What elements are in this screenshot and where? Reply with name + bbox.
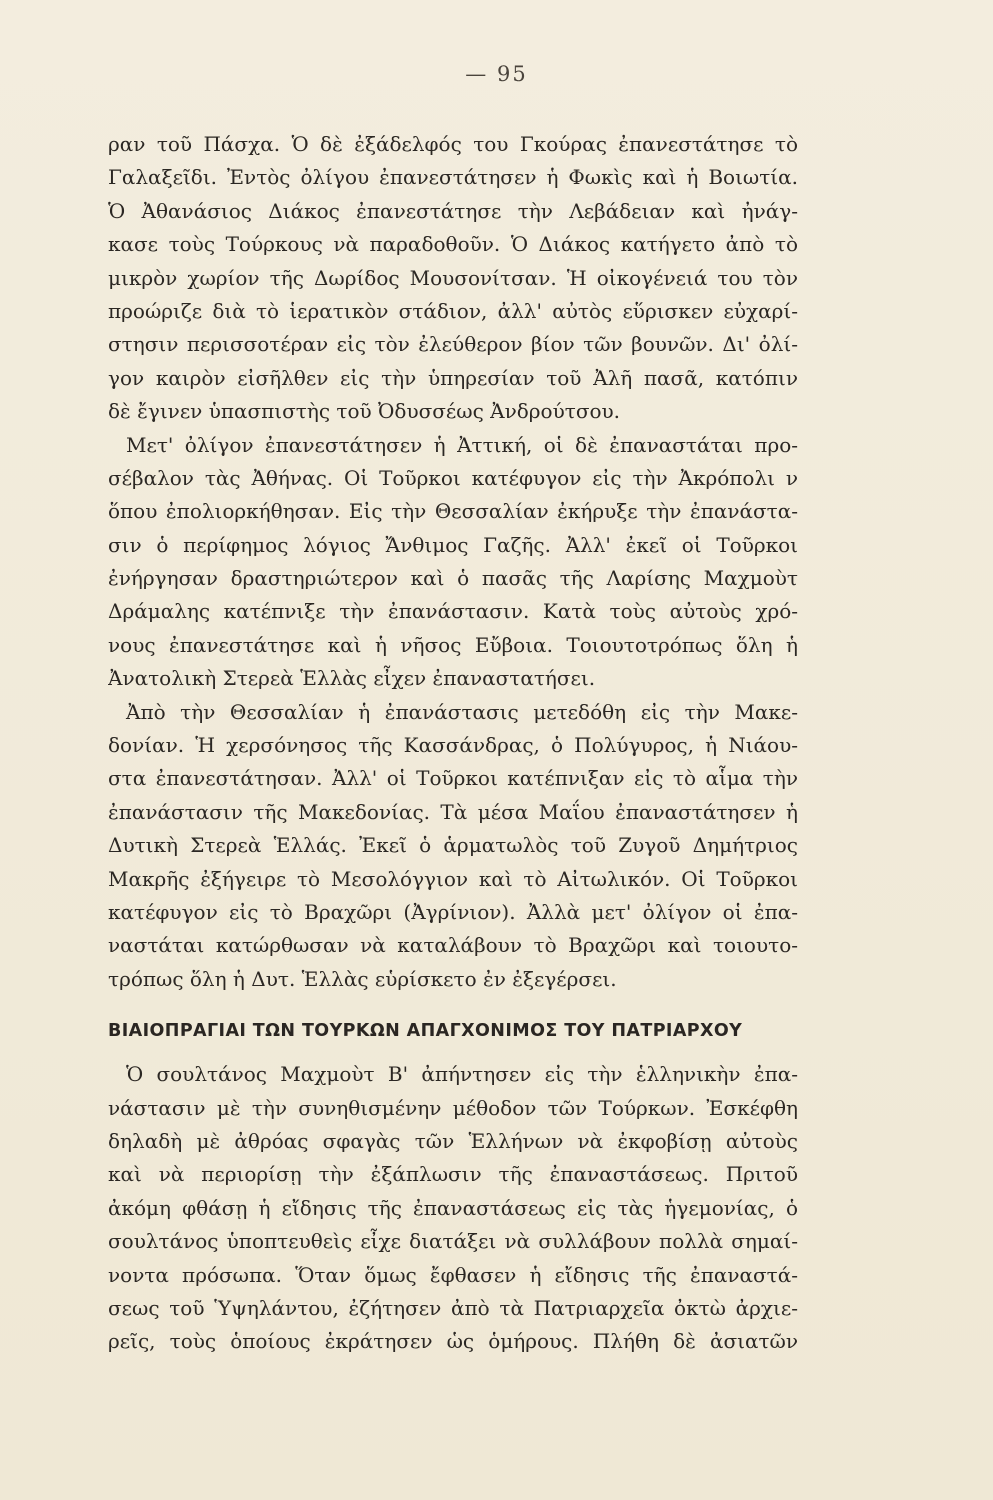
text-line: ραν τοῦ Πάσχα. Ὁ δὲ ἐξάδελφός του Γκούρας ἐπανεστάτησε τὸ (108, 132, 798, 156)
text-line: νάστασιν μὲ τὴν συνηθισμένην μέθοδον τῶν Τούρκων. Ἐσκέφθη (108, 1095, 798, 1120)
text-line: σεως τοῦ Ὑψηλάντου, ἐζήτησεν ἀπὸ τὰ Πατριαρχεῖα ὀκτὼ ἀρχιε- (108, 1295, 798, 1320)
text-line: σουλτάνος ὑποπτευθεὶς εἶχε διατάξει νὰ συλλάβουν πολλὰ σημαί- (108, 1229, 798, 1254)
text-line: νους ἐπανεστάτησε καὶ ἡ νῆσος Εὔβοια. Τοιουτοτρόπως ὅλη ἡ (108, 632, 798, 657)
text-line: ναστάται κατώρθωσαν νὰ καταλάβουν τὸ Βραχῶρι καὶ τοιουτο- (108, 933, 798, 958)
text-line: προώριζε διὰ τὸ ἱερατικὸν στάδιον, ἀλλ' αὐτὸς εὕρισκεν εὐχαρί- (108, 298, 798, 323)
text-line: γον καιρὸν εἰσῆλθεν εἰς τὴν ὑπηρεσίαν τοῦ Ἀλῆ πασᾶ, κατόπιν (108, 365, 798, 390)
text-line: νοντα πρόσωπα. Ὅταν ὅμως ἔφθασεν ἡ εἴδησις τῆς ἐπαναστά- (108, 1262, 798, 1287)
text-line: Ἀνατολικὴ Στερεὰ Ἑλλὰς εἶχεν ἐπαναστατήσει. (108, 666, 596, 691)
body-text (108, 128, 798, 1359)
text-line: ἐνήργησαν δραστηριώτερον καὶ ὁ πασᾶς τῆς Λαρίσης Μαχμοὺτ (108, 566, 798, 591)
text-line: ἐπανάστασιν τῆς Μακεδονίας. Τὰ μέσα Μαΐου ἐπαναστάτησεν ἡ (108, 799, 798, 824)
text-line: Μετ' ὀλίγον ἐπανεστάτησεν ἡ Ἀττική, οἱ δὲ ἐπαναστάται προ- (126, 432, 798, 457)
paragraph-1 (108, 128, 798, 429)
text-line: Δράμαλης κατέπνιξε τὴν ἐπανάστασιν. Κατὰ τοὺς αὐτοὺς χρό- (108, 599, 798, 624)
text-line: δονίαν. Ἡ χερσόνησος τῆς Κασσάνδρας, ὁ Πολύγυρος, ἡ Νιάου- (108, 733, 798, 758)
text-line: κατέφυγον εἰς τὸ Βραχῶρι (Ἀγρίνιον). Ἀλλὰ μετ' ὀλίγον οἱ ἐπα- (108, 899, 798, 924)
paragraph-4 (108, 1058, 798, 1359)
text-line: Ἀπὸ τὴν Θεσσαλίαν ἡ ἐπανάστασις μετεδόθη εἰς τὴν Μακε- (126, 699, 798, 724)
text-line: κασε τοὺς Τούρκους νὰ παραδοθοῦν. Ὁ Διάκος κατήγετο ἀπὸ τὸ (108, 232, 798, 257)
text-line: δὲ ἔγινεν ὑπασπιστὴς τοῦ Ὀδυσσέως Ἀνδρούτσου. (108, 399, 621, 424)
text-line: Γαλαξεῖδι. Ἐντὸς ὀλίγου ἐπανεστάτησεν ἡ Φωκὶς καὶ ἡ Βοιωτία. (108, 165, 798, 190)
text-line: στησιν περισσοτέραν εἰς τὸν ἐλεύθερον βίον τῶν βουνῶν. Δι' ὀλί- (108, 332, 798, 357)
paragraph-2 (108, 429, 798, 696)
section-heading: ΒΙΑΙΟΠΡΑΓΙΑΙ ΤΩΝ ΤΟΥΡΚΩΝ ΑΠΑΓΧΟΝΙΜΟΣ ΤΟΥ ΠΑΤΡΙΑΡΧΟΥ (108, 1021, 743, 1042)
text-line: Ὁ Ἀθανάσιος Διάκος ἐπανεστάτησε τὴν Λεβάδειαν καὶ ἠνάγ- (108, 198, 798, 223)
text-line: στα ἐπανεστάτησαν. Ἀλλ' οἱ Τοῦρκοι κατέπνιξαν εἰς τὸ αἷμα τὴν (108, 766, 798, 791)
text-line: δηλαδὴ μὲ ἀθρόας σφαγὰς τῶν Ἑλλήνων νὰ ἐκφοβίσῃ αὐτοὺς (108, 1128, 798, 1153)
paragraph-3 (108, 696, 798, 997)
text-line: ρεῖς, τοὺς ὁποίους ἐκράτησεν ὡς ὁμήρους. Πλήθη δὲ ἀσιατῶν (108, 1329, 798, 1354)
text-line: Ὁ σουλτάνος Μαχμοὺτ Β' ἀπήντησεν εἰς τὴν ἑλληνικὴν ἐπα- (126, 1062, 798, 1087)
text-line: τρόπως ὅλη ἡ Δυτ. Ἑλλὰς εὑρίσκετο ἐν ἐξεγέρσει. (108, 966, 617, 991)
text-line: μικρὸν χωρίον τῆς Δωρίδος Μουσονίτσαν. Ἡ οἰκογένειά του τὸν (108, 265, 798, 290)
text-line: ὅπου ἐπολιορκήθησαν. Εἰς τὴν Θεσσαλίαν ἐκήρυξε τὴν ἐπανάστα- (108, 499, 798, 524)
text-line: Δυτικὴ Στερεὰ Ἑλλάς. Ἐκεῖ ὁ ἁρματωλὸς τοῦ Ζυγοῦ Δημήτριος (108, 833, 798, 858)
text-line: καὶ νὰ περιορίσῃ τὴν ἐξάπλωσιν τῆς ἐπαναστάσεως. Πριτοῦ (108, 1162, 798, 1187)
text-line: Μακρῆς ἐξήγειρε τὸ Μεσολόγγιον καὶ τὸ Αἰτωλικόν. Οἱ Τοῦρκοι (108, 866, 798, 891)
text-line: σιν ὁ περίφημος λόγιος Ἄνθιμος Γαζῆς. Ἀλλ' ἐκεῖ οἱ Τοῦρκοι (108, 532, 798, 557)
text-line: ἀκόμη φθάσῃ ἡ εἴδησις τῆς ἐπαναστάσεως εἰς τὰς ἡγεμονίας, ὁ (108, 1195, 798, 1220)
page-number: — 95 (465, 62, 528, 86)
text-line: σέβαλον τὰς Ἀθήνας. Οἱ Τοῦρκοι κατέφυγον εἰς τὴν Ἀκρόπολι ν (108, 465, 798, 490)
